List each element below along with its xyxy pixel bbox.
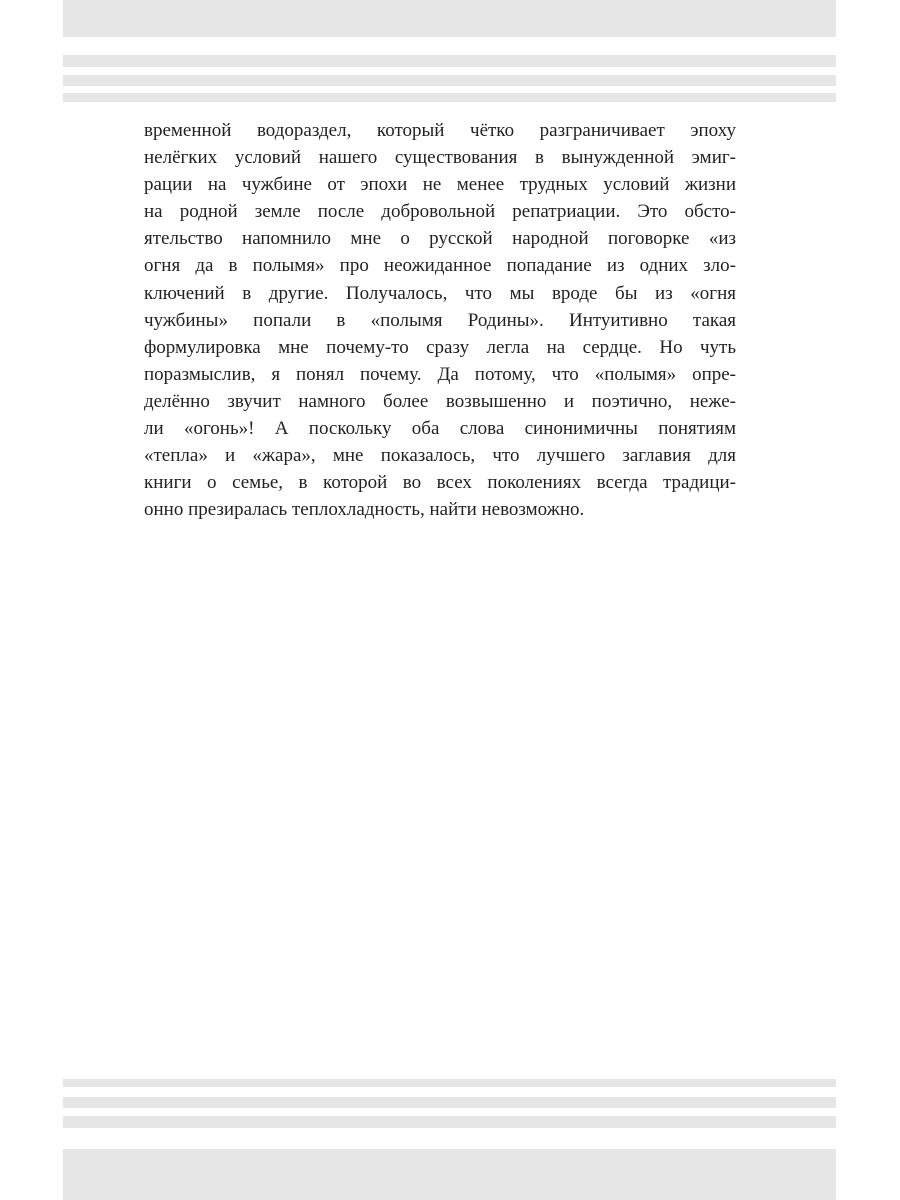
- text-line: нелёгких условий нашего существования в вынужденной эмиг-: [144, 147, 736, 169]
- text-line: ятельство напомнило мне о русской народной поговорке «из: [144, 228, 736, 250]
- body-paragraph: [144, 117, 736, 523]
- text-line: рации на чужбине от эпохи не менее трудных условий жизни: [144, 174, 736, 196]
- footer-decor-block: [63, 1149, 836, 1200]
- text-line: огня да в полымя» про неожиданное попадание из одних зло-: [144, 255, 736, 277]
- footer-decor-stripe: [63, 1116, 836, 1128]
- footer-decor-stripe: [63, 1079, 836, 1087]
- text-line: формулировка мне почему-то сразу легла на сердце. Но чуть: [144, 336, 736, 358]
- text-line: чужбины» попали в «полымя Родины». Интуитивно такая: [144, 309, 736, 331]
- text-line: книги о семье, в которой во всех поколениях всегда традици-: [144, 472, 736, 494]
- text-line: временной водораздел, который чётко разграничивает эпоху: [144, 120, 736, 141]
- header-decor-stripe: [63, 55, 836, 67]
- text-line-last: онно презиралась теплохладность, найти невозможно.: [144, 499, 585, 521]
- footer-decor-stripe: [63, 1097, 836, 1108]
- header-decor-block: [63, 0, 836, 37]
- text-line: на родной земле после добровольной репатриации. Это обсто-: [144, 201, 736, 223]
- header-decor-stripe: [63, 75, 836, 86]
- text-line: «тепла» и «жара», мне показалось, что лучшего заглавия для: [144, 445, 736, 467]
- text-line: поразмыслив, я понял почему. Да потому, что «полымя» опре-: [144, 363, 736, 385]
- text-line: ключений в другие. Получалось, что мы вроде бы из «огня: [144, 282, 736, 304]
- text-line: ли «огонь»! А поскольку оба слова синонимичны понятиям: [144, 418, 736, 440]
- header-decor-stripe: [63, 93, 836, 102]
- text-line: делённо звучит намного более возвышенно и поэтично, неже-: [144, 390, 736, 412]
